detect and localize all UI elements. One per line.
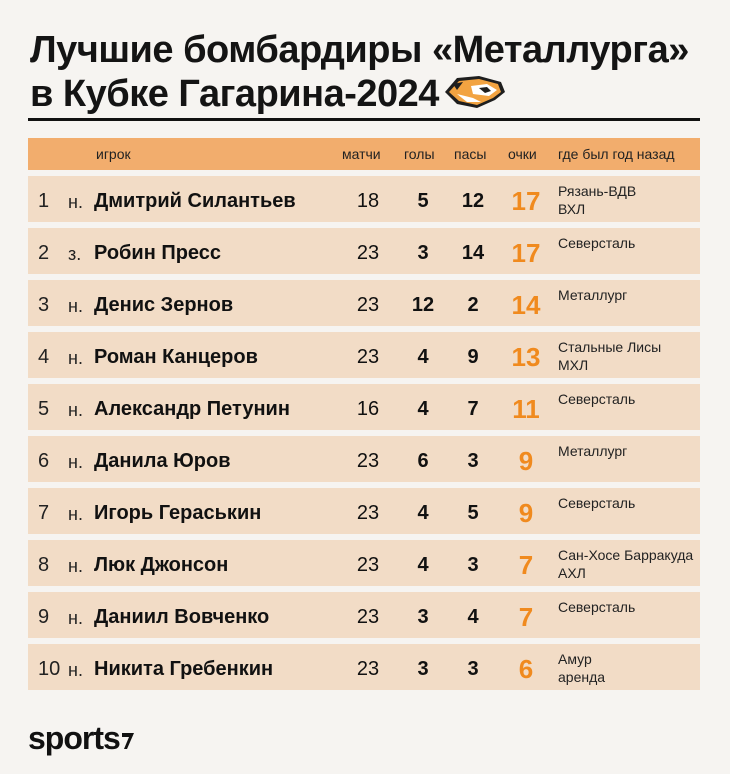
table-row bbox=[28, 488, 700, 534]
row-prev-club-name: Северсталь bbox=[558, 599, 636, 615]
row-assists: 4 bbox=[467, 606, 479, 628]
row-goals: 4 bbox=[417, 502, 429, 524]
row-prev-league: ВХЛ bbox=[558, 201, 586, 217]
title-line-2 bbox=[30, 72, 720, 116]
row-assists: 12 bbox=[461, 190, 485, 212]
row-goals: 12 bbox=[411, 294, 435, 316]
row-assists: 14 bbox=[461, 242, 485, 264]
row-position: н. bbox=[68, 400, 83, 420]
header-prev-club: где был год назад bbox=[558, 146, 675, 162]
row-prev-club bbox=[558, 598, 635, 616]
table-row bbox=[28, 644, 700, 690]
row-player-name: Дмитрий Силантьев bbox=[94, 190, 296, 212]
row-position: н. bbox=[68, 296, 83, 316]
row-prev-club bbox=[558, 286, 627, 304]
row-prev-club bbox=[558, 494, 635, 512]
row-prev-club-name: Северсталь bbox=[558, 391, 636, 407]
row-goals: 4 bbox=[417, 346, 429, 368]
row-assists: 5 bbox=[467, 502, 479, 524]
row-prev-club-name: Рязань-ВДВ bbox=[558, 183, 637, 199]
row-prev-club bbox=[558, 338, 661, 374]
row-prev-club bbox=[558, 182, 636, 218]
row-position: н. bbox=[68, 192, 83, 212]
row-prev-club bbox=[558, 234, 635, 252]
magnitka-fox-logo-icon bbox=[443, 72, 507, 112]
row-prev-club-name: Северсталь bbox=[558, 495, 636, 511]
row-assists: 7 bbox=[467, 398, 479, 420]
row-games: 23 bbox=[356, 450, 380, 472]
row-goals: 3 bbox=[417, 242, 429, 264]
table-row bbox=[28, 592, 700, 638]
row-points: 17 bbox=[511, 238, 541, 268]
row-rank: 4 bbox=[38, 346, 50, 368]
row-prev-club-name: Металлург bbox=[558, 287, 628, 303]
row-prev-club-name: Северсталь bbox=[558, 235, 636, 251]
row-points: 17 bbox=[511, 186, 541, 216]
row-rank: 10 bbox=[38, 658, 61, 680]
row-position: н. bbox=[68, 608, 83, 628]
row-rank: 8 bbox=[38, 554, 50, 576]
header-games: матчи bbox=[342, 146, 381, 162]
row-player-name: Робин Пресс bbox=[94, 242, 222, 264]
row-games: 23 bbox=[356, 242, 380, 264]
row-games: 23 bbox=[356, 346, 380, 368]
row-prev-club bbox=[558, 390, 635, 408]
row-goals: 5 bbox=[417, 190, 429, 212]
row-prev-club-name: Амур bbox=[558, 651, 592, 667]
row-rank: 5 bbox=[38, 398, 50, 420]
row-prev-league: АХЛ bbox=[558, 565, 586, 581]
row-games: 16 bbox=[356, 398, 380, 420]
title-divider bbox=[28, 118, 700, 121]
row-prev-club-name: Стальные Лисы bbox=[558, 339, 662, 355]
row-points: 13 bbox=[511, 342, 541, 372]
row-prev-club bbox=[558, 650, 605, 686]
row-goals: 4 bbox=[417, 554, 429, 576]
row-points: 9 bbox=[518, 498, 534, 528]
table-row bbox=[28, 540, 700, 586]
table-row bbox=[28, 332, 700, 378]
row-points: 7 bbox=[518, 550, 534, 580]
row-games: 23 bbox=[356, 554, 380, 576]
row-position: н. bbox=[68, 452, 83, 472]
table-header bbox=[28, 138, 700, 170]
row-games: 23 bbox=[356, 658, 380, 680]
row-points: 9 bbox=[518, 446, 534, 476]
row-goals: 4 bbox=[417, 398, 429, 420]
scorers-table bbox=[28, 138, 700, 690]
row-prev-league: МХЛ bbox=[558, 357, 589, 373]
brand-mark-icon bbox=[122, 722, 134, 742]
row-points: 7 bbox=[518, 602, 534, 632]
table-row bbox=[28, 384, 700, 430]
row-position: н. bbox=[68, 504, 83, 524]
row-prev-club bbox=[558, 546, 693, 582]
header-player: игрок bbox=[96, 146, 131, 162]
row-rank: 7 bbox=[38, 502, 50, 524]
row-assists: 3 bbox=[467, 658, 479, 680]
row-goals: 3 bbox=[417, 658, 429, 680]
header-points: очки bbox=[508, 146, 537, 162]
row-prev-club bbox=[558, 442, 627, 460]
row-player-name: Игорь Гераськин bbox=[94, 502, 262, 524]
row-rank: 9 bbox=[38, 606, 50, 628]
row-assists: 3 bbox=[467, 450, 479, 472]
row-prev-club-name: Сан-Хосе Барракуда bbox=[558, 547, 694, 563]
row-rank: 1 bbox=[38, 190, 50, 212]
row-player-name: Даниил Вовченко bbox=[94, 606, 270, 628]
table-row bbox=[28, 280, 700, 326]
title-line-2-text: в Кубке Гагарина-2024 bbox=[30, 73, 439, 115]
row-rank: 6 bbox=[38, 450, 50, 472]
row-goals: 6 bbox=[417, 450, 429, 472]
row-position: з. bbox=[68, 244, 82, 264]
page-title bbox=[30, 28, 720, 116]
row-player-name: Роман Канцеров bbox=[94, 346, 258, 368]
row-position: н. bbox=[68, 348, 83, 368]
row-assists: 3 bbox=[467, 554, 479, 576]
row-goals: 3 bbox=[417, 606, 429, 628]
row-player-name: Данила Юров bbox=[94, 450, 231, 472]
sports-brand-logo bbox=[28, 720, 134, 757]
row-points: 11 bbox=[512, 394, 540, 424]
row-points: 14 bbox=[511, 290, 541, 320]
table-row bbox=[28, 228, 700, 274]
row-assists: 9 bbox=[467, 346, 479, 368]
row-rank: 3 bbox=[38, 294, 50, 316]
header-assists: пасы bbox=[454, 146, 487, 162]
row-position: н. bbox=[68, 660, 83, 680]
row-points: 6 bbox=[518, 654, 534, 684]
row-player-name: Александр Петунин bbox=[94, 398, 290, 420]
row-prev-club-name: Металлург bbox=[558, 443, 628, 459]
row-player-name: Никита Гребенкин bbox=[94, 658, 274, 680]
row-rank: 2 bbox=[38, 242, 50, 264]
row-games: 23 bbox=[356, 502, 380, 524]
table-row bbox=[28, 436, 700, 482]
row-games: 18 bbox=[356, 190, 380, 212]
row-prev-league: аренда bbox=[558, 669, 606, 685]
row-games: 23 bbox=[356, 606, 380, 628]
title-line-1: Лучшие бомбардиры «Металлурга» bbox=[30, 29, 689, 71]
row-games: 23 bbox=[356, 294, 380, 316]
row-assists: 2 bbox=[467, 294, 479, 316]
row-player-name: Денис Зернов bbox=[94, 294, 234, 316]
row-position: н. bbox=[68, 556, 83, 576]
header-goals: голы bbox=[404, 146, 435, 162]
row-player-name: Люк Джонсон bbox=[94, 554, 229, 576]
brand-text: sports bbox=[28, 720, 120, 756]
table-row bbox=[28, 176, 700, 222]
